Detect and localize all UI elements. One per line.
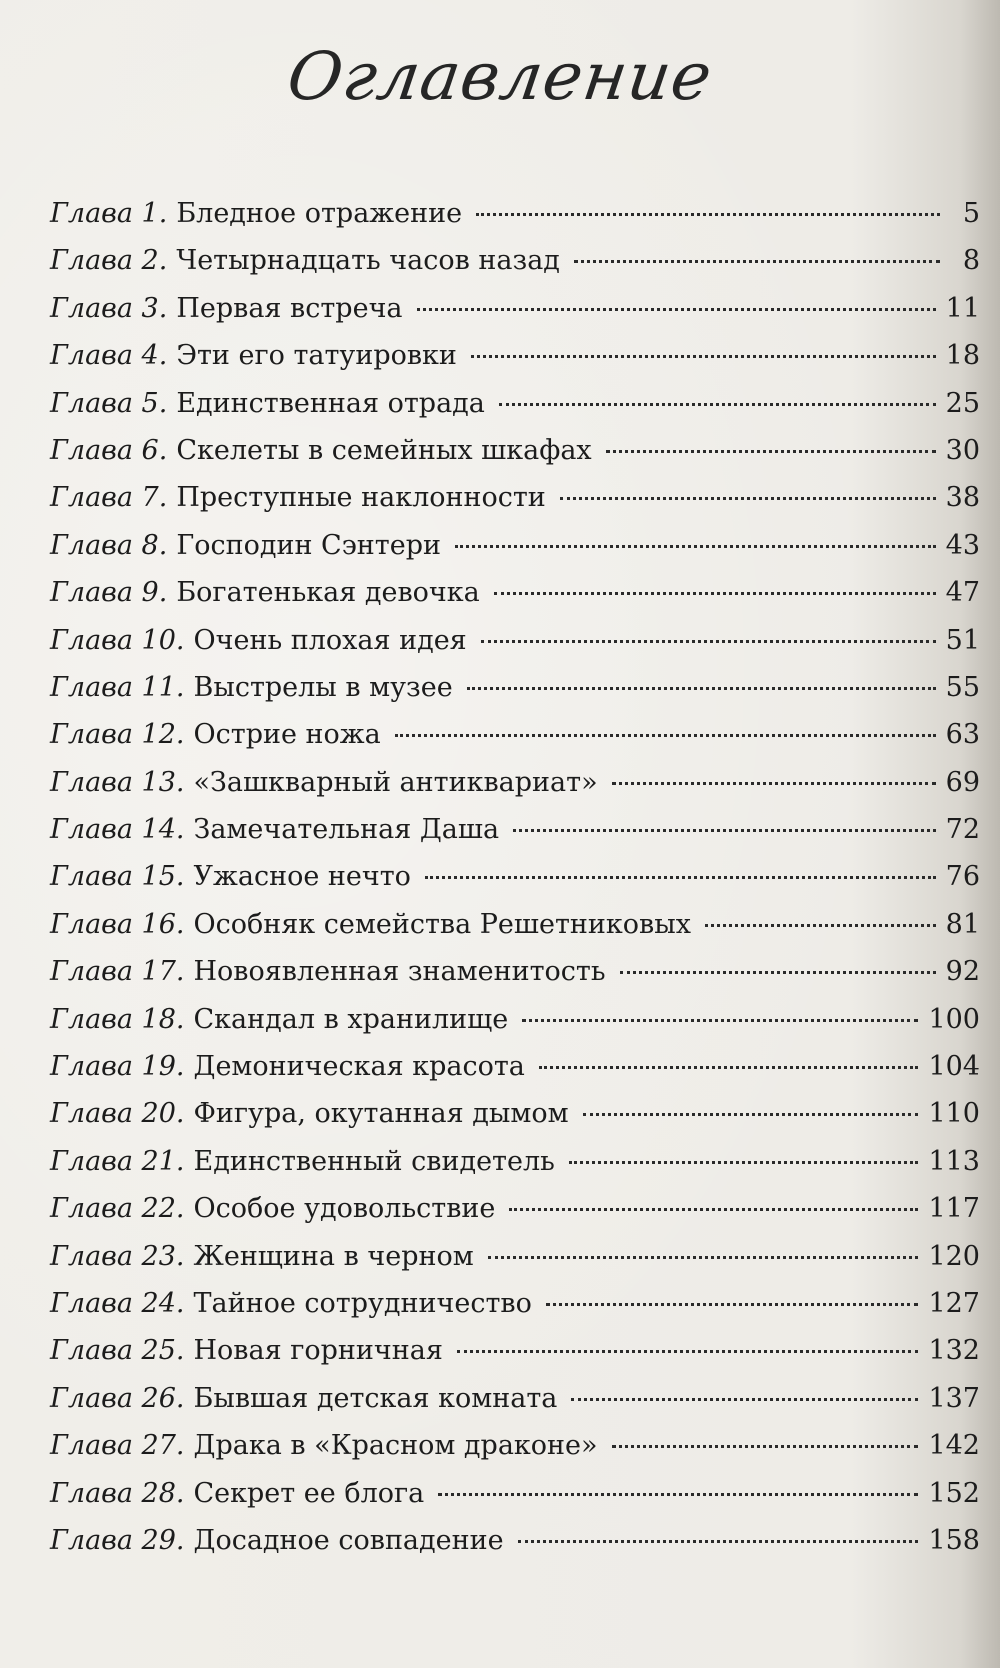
dot-leader (499, 403, 936, 406)
toc-entry (50, 190, 980, 237)
chapter-title: Четырнадцать часов назад (176, 245, 560, 277)
chapter-label: Глава 1. (50, 198, 168, 229)
page-number: 137 (928, 1382, 980, 1414)
chapter-title: Демоническая красота (193, 1051, 525, 1083)
page-number: 8 (962, 245, 980, 277)
chapter-title: Фигура, окутанная дымом (193, 1098, 569, 1130)
dot-leader (509, 1208, 918, 1211)
toc-entry (50, 569, 980, 616)
toc-entry (50, 1375, 980, 1422)
chapter-title: Новоявленная знаменитость (193, 956, 606, 988)
page-number: 55 (945, 671, 980, 703)
page-number: 72 (945, 814, 980, 846)
dot-leader (705, 924, 936, 927)
dot-leader (583, 1113, 919, 1116)
chapter-title: Единственная отрада (176, 387, 485, 419)
page-number: 5 (962, 198, 980, 229)
chapter-label: Глава 27. (50, 1430, 185, 1462)
page-number: 18 (945, 340, 980, 372)
chapter-label: Глава 8. (50, 529, 168, 561)
page-number: 25 (945, 387, 980, 419)
page-number: 38 (945, 482, 980, 514)
chapter-title: Ужасное нечто (193, 861, 411, 893)
toc-entry (50, 806, 980, 853)
toc-entry (50, 711, 980, 758)
page-number: 63 (945, 719, 980, 751)
page-number: 152 (928, 1477, 980, 1509)
page-number: 81 (945, 908, 980, 940)
chapter-title: Досадное совпадение (193, 1524, 504, 1556)
toc-entry (50, 1327, 980, 1374)
chapter-label: Глава 6. (50, 434, 168, 466)
toc-entry (50, 1185, 980, 1232)
dot-leader (467, 687, 936, 690)
chapter-label: Глава 3. (50, 292, 168, 324)
page-number: 30 (945, 434, 980, 466)
dot-leader (620, 971, 936, 974)
chapter-label: Глава 9. (50, 577, 168, 609)
chapter-label: Глава 5. (50, 387, 168, 419)
chapter-label: Глава 17. (50, 956, 185, 988)
toc-entry (50, 759, 980, 806)
table-of-contents (50, 190, 980, 1564)
dot-leader (471, 355, 936, 358)
toc-entry (50, 664, 980, 711)
page-number: 132 (928, 1335, 980, 1367)
toc-entry (50, 1090, 980, 1137)
chapter-label: Глава 22. (50, 1193, 185, 1225)
toc-entry (50, 1470, 980, 1517)
toc-entry (50, 948, 980, 995)
chapter-title: Богатенькая девочка (176, 577, 480, 609)
toc-entry (50, 237, 980, 284)
chapter-label: Глава 10. (50, 624, 185, 656)
chapter-title: Скелеты в семейных шкафах (176, 434, 592, 466)
dot-leader (494, 592, 936, 595)
toc-entry (50, 474, 980, 521)
page-number: 43 (945, 529, 980, 561)
page-number: 47 (945, 577, 980, 609)
chapter-label: Глава 25. (50, 1335, 185, 1367)
chapter-label: Глава 16. (50, 908, 185, 940)
dot-leader (612, 782, 936, 785)
toc-entry (50, 1043, 980, 1090)
dot-leader (571, 1398, 918, 1401)
dot-leader (488, 1256, 919, 1259)
chapter-label: Глава 14. (50, 814, 185, 846)
chapter-title: Бледное отражение (176, 198, 463, 229)
chapter-title: Особое удовольствие (193, 1193, 496, 1225)
dot-leader (574, 260, 940, 263)
page-number: 11 (945, 292, 980, 324)
toc-entry (50, 1280, 980, 1327)
dot-leader (481, 640, 936, 643)
dot-leader (569, 1161, 919, 1164)
chapter-title: Драка в «Красном драконе» (193, 1430, 598, 1462)
dot-leader (539, 1066, 919, 1069)
dot-leader (518, 1540, 919, 1543)
chapter-label: Глава 15. (50, 861, 185, 893)
toc-entry (50, 901, 980, 948)
page-number: 158 (928, 1524, 980, 1556)
toc-entry (50, 1517, 980, 1564)
dot-leader (522, 1019, 918, 1022)
page-number: 100 (928, 1003, 980, 1035)
dot-leader (457, 1350, 919, 1353)
chapter-title: Единственный свидетель (193, 1145, 555, 1177)
dot-leader (438, 1493, 918, 1496)
chapter-title: Особняк семейства Решетниковых (193, 908, 691, 940)
page-number: 76 (945, 861, 980, 893)
chapter-title: Первая встреча (176, 292, 403, 324)
chapter-label: Глава 12. (50, 719, 185, 751)
page-number: 92 (945, 956, 980, 988)
dot-leader (606, 450, 936, 453)
page-number: 117 (928, 1193, 980, 1225)
toc-entry (50, 1138, 980, 1185)
toc-entry (50, 522, 980, 569)
page-number: 110 (928, 1098, 980, 1130)
chapter-title: Скандал в хранилище (193, 1003, 509, 1035)
chapter-title: «Зашкварный антиквариат» (193, 766, 598, 798)
chapter-title: Господин Сэнтери (176, 529, 442, 561)
chapter-title: Эти его татуировки (176, 340, 457, 372)
page-number: 113 (928, 1145, 980, 1177)
page-number: 142 (928, 1430, 980, 1462)
page-number: 127 (928, 1287, 980, 1319)
chapter-label: Глава 18. (50, 1003, 185, 1035)
chapter-title: Бывшая детская комната (193, 1382, 558, 1414)
chapter-title: Острие ножа (193, 719, 381, 751)
chapter-title: Замечательная Даша (193, 814, 500, 846)
chapter-title: Женщина в черном (193, 1240, 474, 1272)
page-number: 69 (945, 766, 980, 798)
chapter-label: Глава 23. (50, 1240, 185, 1272)
chapter-label: Глава 4. (50, 340, 168, 372)
dot-leader (417, 308, 936, 311)
page-title: Оглавление (282, 38, 718, 115)
chapter-label: Глава 29. (50, 1524, 185, 1556)
toc-entry (50, 853, 980, 900)
dot-leader (612, 1445, 919, 1448)
toc-entry (50, 332, 980, 379)
toc-entry (50, 617, 980, 664)
toc-entry (50, 380, 980, 427)
chapter-label: Глава 26. (50, 1382, 185, 1414)
page-number: 51 (945, 624, 980, 656)
chapter-label: Глава 11. (50, 671, 185, 703)
chapter-label: Глава 19. (50, 1051, 185, 1083)
page-number: 104 (928, 1051, 980, 1083)
toc-entry (50, 427, 980, 474)
toc-entry (50, 1233, 980, 1280)
chapter-label: Глава 24. (50, 1287, 185, 1319)
chapter-title: Новая горничная (193, 1335, 443, 1367)
chapter-label: Глава 2. (50, 245, 168, 277)
toc-entry (50, 285, 980, 332)
chapter-label: Глава 7. (50, 482, 168, 514)
dot-leader (546, 1303, 919, 1306)
toc-entry (50, 1422, 980, 1469)
chapter-label: Глава 13. (50, 766, 185, 798)
dot-leader (425, 876, 936, 879)
page-number: 120 (928, 1240, 980, 1272)
chapter-title: Преступные наклонности (176, 482, 546, 514)
chapter-title: Тайное сотрудничество (193, 1287, 532, 1319)
dot-leader (395, 734, 936, 737)
toc-entry (50, 996, 980, 1043)
chapter-label: Глава 28. (50, 1477, 185, 1509)
dot-leader (513, 829, 936, 832)
chapter-label: Глава 20. (50, 1098, 185, 1130)
chapter-title: Выстрелы в музее (193, 671, 453, 703)
chapter-title: Очень плохая идея (193, 624, 467, 656)
dot-leader (560, 497, 936, 500)
dot-leader (455, 545, 936, 548)
chapter-title: Секрет ее блога (193, 1477, 425, 1509)
chapter-label: Глава 21. (50, 1145, 185, 1177)
dot-leader (476, 213, 940, 216)
